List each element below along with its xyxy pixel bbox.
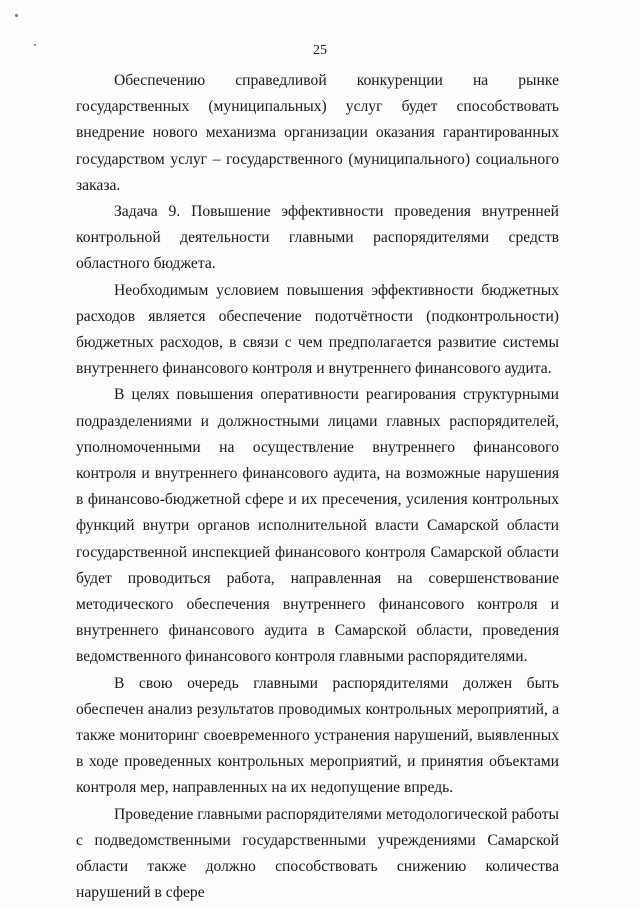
paragraph-operational-response: В целях повышения оперативности реагирования структурными подразделениями и должностными лицами главных распорядителей, уполномоченными на осуществление внутреннего финансового контроля и внутреннего финансового аудита, на возможные нарушения в финансово-бюджетной сфере и их пресечения, усиления контрольных функций внутри органов исполнительной власти Самарской области государственной инспекцией финансового контроля Самарской области будет проводиться работа, направленная на совершенствование методического обеспечения внутреннего финансового контроля и внутреннего финансового аудита в Самарской области, проведения ведомственного финансового контроля главными распорядителями. — [76, 386, 559, 666]
paragraph-analysis: В свою очередь главными распорядителями должен быть обеспечен анализ результатов проводимых контрольных мероприятий, а также мониторинг своевременного устранения нарушений, выявленных в ходе проведенных контрольных мероприятий, и принятия объектами контроля мер, направленных на их недопущение впредь. — [76, 674, 559, 797]
page-number: 25 — [313, 43, 327, 58]
paragraph-methodology: Проведение главными распорядителями методологической работы с подведомственными государственными учреждениями Самарской области также должно способствовать снижению количества нарушений в сфере — [76, 805, 559, 902]
paragraph-accountability: Необходимым условием повышения эффективности бюджетных расходов является обеспечение подотчётности (подконтрольности) бюджетных расходов, в связи с чем предполагается развитие системы внутреннего финансового контроля и внутреннего финансового аудита. — [76, 281, 559, 378]
paragraph-competition: Обеспечению справедливой конкуренции на рынке государственных (муниципальных) услуг будет способствовать внедрение нового механизма организации оказания гарантированных государством услуг – государственного (муниципального) социального заказа. — [76, 72, 559, 194]
paragraph-task-9: Задача 9. Повышение эффективности проведения внутренней контрольной деятельности главными распорядителями средств областного бюджета. — [76, 203, 559, 273]
document-body — [76, 68, 559, 907]
scan-speck — [15, 14, 18, 17]
